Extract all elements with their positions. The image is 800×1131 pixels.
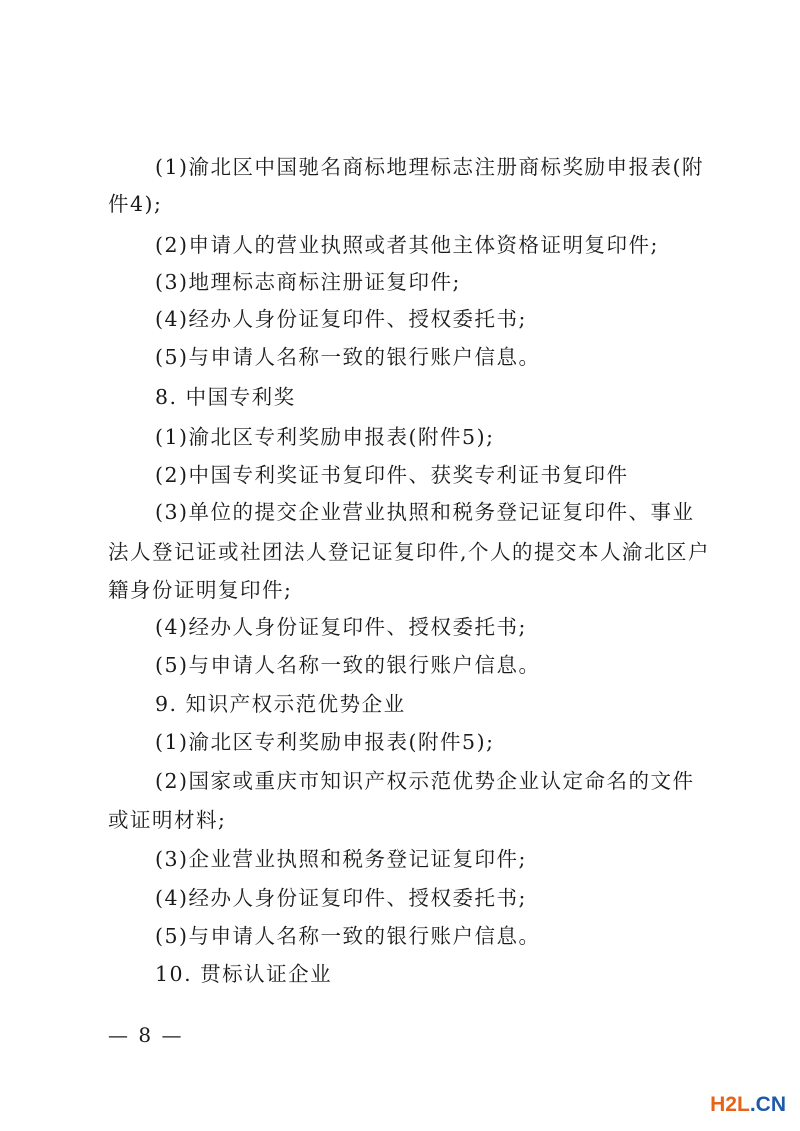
watermark-part2: .CN	[749, 1093, 786, 1116]
text-line: (3)单位的提交企业营业执照和税务登记证复印件、事业	[155, 500, 695, 524]
text-line: (1)渝北区专利奖励申报表(附件5);	[155, 425, 495, 449]
section-heading: 9. 知识产权示范优势企业	[155, 692, 406, 716]
text-line: (5)与申请人名称一致的银行账户信息。	[155, 345, 541, 369]
text-line: (5)与申请人名称一致的银行账户信息。	[155, 653, 541, 677]
section-heading: 10. 贯标认证企业	[155, 962, 333, 986]
text-line: 籍身份证明复印件;	[108, 578, 293, 602]
watermark-part1: H2L	[710, 1093, 750, 1116]
text-line: (1)渝北区中国驰名商标地理标志注册商标奖励申报表(附	[155, 155, 705, 179]
text-line: (2)申请人的营业执照或者其他主体资格证明复印件;	[155, 233, 659, 257]
text-line: (1)渝北区专利奖励申报表(附件5);	[155, 730, 495, 754]
site-watermark	[710, 1093, 786, 1117]
text-line: (3)企业营业执照和税务登记证复印件;	[155, 847, 527, 871]
text-line: 或证明材料;	[108, 808, 227, 832]
text-line: (4)经办人身份证复印件、授权委托书;	[155, 307, 527, 331]
page-number: — 8 —	[108, 1023, 184, 1047]
text-line: 法人登记证或社团法人登记证复印件,个人的提交本人渝北区户	[108, 540, 711, 564]
text-line: 件4);	[108, 192, 163, 216]
text-line: (4)经办人身份证复印件、授权委托书;	[155, 886, 527, 910]
text-line: (2)国家或重庆市知识产权示范优势企业认定命名的文件	[155, 769, 695, 793]
text-line: (2)中国专利奖证书复印件、获奖专利证书复印件	[155, 463, 629, 487]
text-line: (5)与申请人名称一致的银行账户信息。	[155, 924, 541, 948]
text-line: (3)地理标志商标注册证复印件;	[155, 270, 461, 294]
text-line: (4)经办人身份证复印件、授权委托书;	[155, 615, 527, 639]
section-heading: 8. 中国专利奖	[155, 385, 296, 409]
